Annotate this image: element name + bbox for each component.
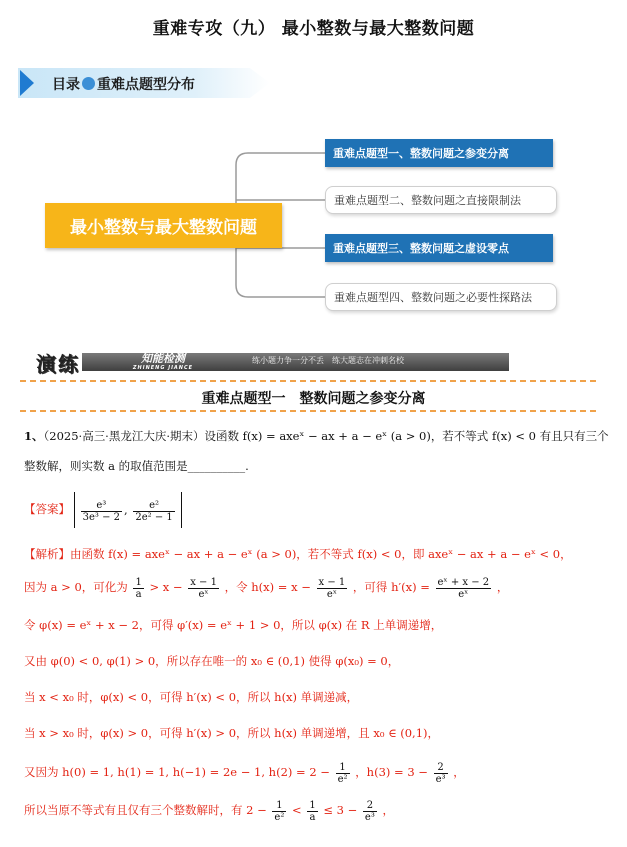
frac-num: 2	[363, 800, 377, 812]
frac-den: e³	[364, 811, 375, 823]
mindmap-central-node: 最小整数与最大整数问题	[45, 203, 282, 248]
page-title: 重难专攻（九） 最小整数与最大整数问题	[152, 19, 475, 39]
solution-line-2	[24, 572, 508, 602]
fraction-2-over-e3-b	[363, 800, 377, 823]
frac-num: x − 1	[318, 576, 346, 588]
solution-line-4: 又由 φ(0) < 0, φ(1) > 0，所以存在唯一的 x₀ ∈ (0,1) 使得 φ(x₀) = 0，	[24, 654, 400, 668]
frac-den: e²	[274, 811, 285, 823]
fraction-1-over-a-b	[307, 800, 317, 823]
answer-left-num: e³	[81, 500, 122, 512]
solution-line-5: 当 x < x₀ 时，φ(x) < 0，可得 h′(x) < 0，所以 h(x) 单调递减，	[24, 690, 359, 704]
fraction-1-over-e2-b	[272, 800, 286, 823]
play-arrow-icon	[20, 70, 34, 96]
frac-den: eˣ	[198, 588, 209, 600]
frac-num: 1	[135, 576, 142, 588]
frac-num: 1	[309, 799, 316, 811]
frac-den: e²	[337, 773, 348, 785]
problem-line-1	[24, 428, 609, 444]
practice-title: 演练	[34, 348, 82, 377]
solution-line-3: 令 φ(x) = eˣ + x − 2，可得 φ′(x) = eˣ + 1 > 0，所以 φ(x) 在 R 上单调递增，	[24, 618, 443, 632]
solution-text-1: 由函数 f(x) = axeˣ − ax + a − eˣ (a > 0)，若不等式 f(x) < 0，即 axeˣ − ax + a − eˣ < 0，	[70, 547, 572, 561]
mindmap-branch-3[interactable]: 重难点题型三、整数问题之虚设零点	[325, 234, 553, 262]
answer-left-fraction	[81, 500, 122, 523]
answer-right-fraction	[133, 500, 174, 523]
fraction-2-over-e3	[434, 762, 448, 785]
solution-text-8d: ，	[382, 803, 394, 817]
problem-text-1b: ，若不等式 f(x) < 0 有且只有三个	[430, 429, 609, 443]
frac-num: 1	[336, 762, 350, 774]
answer-right-num: e²	[133, 500, 174, 512]
solution-text-2e: ，	[496, 580, 509, 594]
solution-line-7	[24, 757, 465, 787]
fraction-x-minus-1-over-ex	[188, 577, 219, 600]
divider-top	[20, 380, 596, 382]
divider-bottom	[20, 410, 596, 412]
solution-text-7b: ，h(3) = 3 −	[355, 765, 428, 779]
solution-text-2d: ，可得 h′(x) =	[352, 580, 430, 594]
fraction-1-over-a	[133, 577, 143, 600]
frac-num: x − 1	[190, 576, 217, 588]
problem-text-1a: 设函数 f(x) = axeˣ − ax + a − eˣ (a > 0)	[204, 429, 431, 443]
frac-den: a	[309, 811, 316, 823]
mindmap	[0, 120, 627, 330]
solution-text-2b: > x −	[149, 580, 183, 594]
solution-text-8c: ≤ 3 −	[323, 803, 358, 817]
practice-slogan: 练小题力争一分不丢 练大题志在冲刺名校	[252, 356, 404, 365]
answer-interval: $\frac{\text{e³}}{\text{3e³ − 2}}$ , $\frac{\text{e²}}{\text{2e² − 1}}$	[74, 492, 182, 528]
practice-tag-sub: ZHINENG JIANCE	[132, 365, 194, 371]
circle-dot-icon	[82, 77, 95, 90]
solution-label: 【解析】	[24, 547, 70, 561]
problem-source: （2025·高三·黑龙江大庆·期末）	[43, 429, 205, 443]
frac-den: e³	[435, 773, 446, 785]
solution-line-8	[24, 795, 394, 825]
mindmap-branch-2[interactable]: 重难点题型二、整数问题之直接限制法	[325, 186, 557, 214]
problem-number: 1、	[24, 429, 44, 443]
solution-text-2a: 因为 a > 0，可化为	[24, 580, 128, 594]
frac-den: a	[135, 588, 142, 600]
frac-num: 2	[434, 762, 448, 774]
answer-right-den: 2e² − 1	[135, 511, 173, 523]
fraction-1-over-e2	[336, 762, 350, 785]
section-title: 重难点题型一 整数问题之参变分离	[201, 391, 426, 407]
practice-tag-text: 知能检测	[141, 352, 185, 365]
problem-line-2: 整数解，则实数 a 的取值范围是__________.	[24, 459, 249, 473]
solution-text-8a: 所以当原不等式有且仅有三个整数解时，有 2 −	[24, 803, 267, 817]
toc-heading	[52, 74, 195, 94]
solution-line-1	[24, 546, 572, 562]
practice-banner	[34, 350, 509, 374]
frac-den: eˣ	[458, 588, 469, 600]
toc-label: 目录	[52, 77, 80, 93]
solution-text-7c: ，	[453, 765, 465, 779]
fraction-derivative	[436, 577, 492, 600]
answer-label: 【答案】	[24, 502, 70, 516]
mindmap-branch-1[interactable]: 重难点题型一、整数问题之参变分离	[325, 139, 553, 167]
answer-left-den: 3e³ − 2	[82, 511, 121, 523]
solution-text-8b: <	[292, 803, 302, 817]
fraction-x-minus-1-over-ex-2	[317, 577, 348, 600]
frac-num: 1	[272, 800, 286, 812]
frac-den: eˣ	[326, 588, 337, 600]
toc-sub-label: 重难点题型分布	[97, 77, 195, 93]
frac-num: eˣ + x − 2	[437, 576, 490, 588]
mindmap-branch-4[interactable]: 重难点题型四、整数问题之必要性探路法	[325, 283, 557, 311]
answer-line	[24, 490, 182, 528]
solution-text-7a: 又因为 h(0) = 1, h(1) = 1, h(−1) = 2e − 1, h(2) = 2 −	[24, 765, 330, 779]
solution-text-2c: ，令 h(x) = x −	[224, 580, 311, 594]
solution-line-6: 当 x > x₀ 时，φ(x) > 0，可得 h′(x) > 0，所以 h(x) 单调递增，且 x₀ ∈ (0,1)，	[24, 726, 440, 740]
practice-tag	[108, 353, 218, 371]
